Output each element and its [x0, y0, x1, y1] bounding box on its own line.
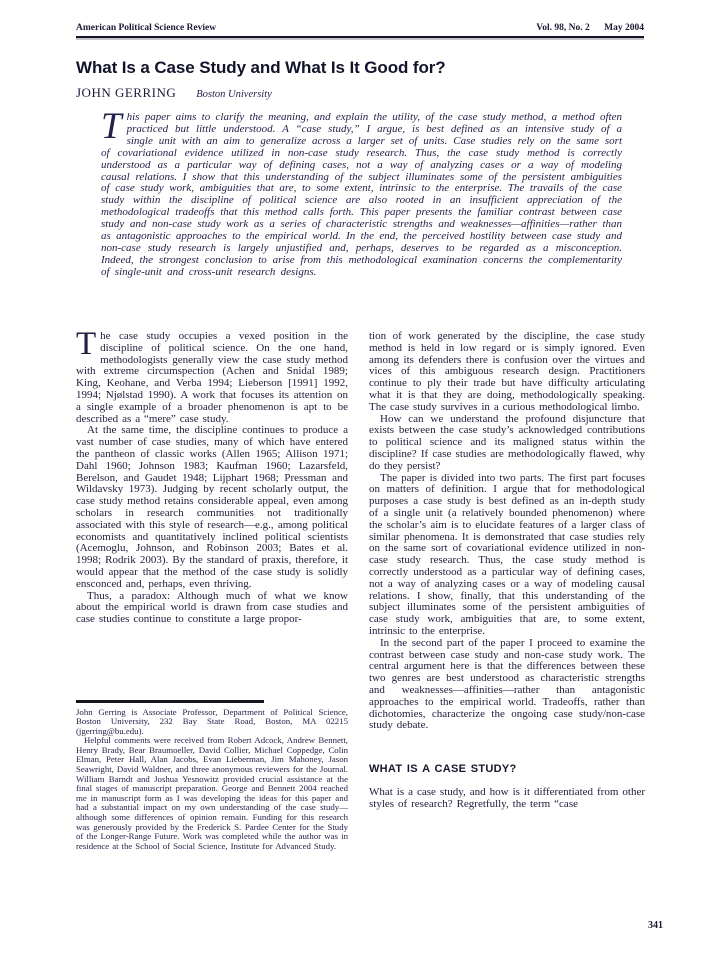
- paragraph: In the second part of the paper I proceed to examine the contrast between case study and non-case study work. The central argument here is that the differences between these two genres are best understood as characteristic strengths and weaknesses—affinities—rather than antagonistic approaches to the empirical world. Tradeoffs, rather than dichotomies, characterize the ongoing case study/non-case study debate.: [369, 636, 645, 732]
- abstract-text: his paper aims to clarify the meaning, and explain the utility, of the case study method, a method often practiced but little understood. A “case study,” I argue, is best defined as an intensive study of a single unit with an aim to generalize across a larger set of units. Case studies rely on the same sort of covariational evidence utilized in non-case study research. Thus, the case study method is correctly understood as a particular way of defining cases, not a way of analyzing cases or a way of modeling causal relations. I show that this understanding of the subject illuminates some of the persistent ambiguities of case study work, ambiguities that are, to some extent, intrinsic to the enterprise. The travails of the case study within the discipline of political science are also rooted in an insufficient appreciation of the methodological tradeoffs that this method calls forth. This paper presents the familiar contrast between case study and non-case study work as a series of characteristic strengths and weaknesses—affinities—rather than as antagonistic approaches to the empirical world. In the end, the perceived hostility between case study and non-case study research is largely unjustified and, perhaps, deserves to be regarded as a misconception. Indeed, the strongest conclusion to arise from this methodological examination concerns the complementarity of single-unit and cross-unit research designs.: [101, 111, 622, 278]
- byline: [76, 84, 272, 102]
- body-dropcap: T: [76, 326, 97, 362]
- author-name: JOHN GERRING: [76, 85, 177, 100]
- paragraph: [76, 326, 348, 425]
- paragraph: tion of work generated by the discipline, the case study method is held in low regard or is simply ignored. Even among its defenders there is confusion over the virtues and vices of this ambiguous research design. Practitioners continue to ply their trade but have difficulty articulating what it is that they are doing, methodologically speaking. The case study survives in a curious methodological limbo.: [369, 330, 645, 413]
- abstract: [101, 106, 622, 279]
- footnote: [76, 700, 348, 851]
- paragraph: How can we understand the profound disjuncture that exists between the case study’s acknowledged contributions to political science and its maligned status within the discipline? If case studies are methodologically flawed, why do they persist?: [369, 412, 645, 472]
- issue-info: [536, 23, 644, 33]
- paragraph: At the same time, the discipline continues to produce a vast number of case studies, many of which have entered the pantheon of classic works (Allen 1965; Allison 1971; Dahl 1960; Johnson 1983; Kaufman 1960; Lazarsfeld, Berelson, and Gaudet 1948; Lijphart 1968; Pressman and Wildavsky 1973). Judging by recent scholarly output, the case study method retains considerable appeal, even among scholars in research communities not traditionally associated with this style of research—e.g., among political economists and quantitatively inclined political scientists (Acemoglu, Johnson, and Robinson 2003; Bates et al. 1998; Rodrik 2003). By the standard of praxis, therefore, it would appear that the method of the case study is solidly ensconced and, perhaps, even thriving.: [76, 424, 348, 590]
- paragraph: Thus, a paradox: Although much of what we know about the empirical world is drawn from case studies and case studies continue to constitute a large propor-: [76, 589, 348, 626]
- header-divider: [76, 36, 644, 38]
- footnote-bio: John Gerring is Associate Professor, Department of Political Science, Boston University, 232 Bay State Road, Boston, MA 02215 (jgerring@bu.edu).: [76, 706, 348, 736]
- issue-volume: Vol. 98, No. 2: [536, 23, 590, 33]
- paragraph-text: he case study occupies a vexed position in the discipline of political science. On the one hand, methodologists generally view the case study method with extreme circumspection (Achen and Snidal 1989; King, Keohane, and Verba 1994; Lieberson [1991] 1992, 1994; Njølstad 1990). A work that focuses its attention on a single example of a broader phenomenon is apt to be described as a “mere” case study.: [76, 330, 348, 425]
- paper-title: What Is a Case Study and What Is It Good for?: [76, 58, 446, 77]
- footnote-divider: [76, 700, 264, 703]
- abstract-dropcap: T: [101, 106, 122, 147]
- footnote-acknowledgments: Helpful comments were received from Robert Adcock, Andrew Bennett, Henry Brady, Bear Braumoeller, David Collier, Michael Coppedge, Colin Elman, Peter Hall, Alan Jacobs, Evan Lieberman, Jim Mahoney, Jason Seawright, David Waldner, and three anonymous reviewers for the Journal. William Barndt and Joshua Yesnowitz provided crucial assistance at the final stages of manuscript preparation. George and Bennett 2004 reached me in manuscript form as I was developing the ideas for this paper and had a substantial impact on my own understanding of the case study—although some differences of opinion remain. Funding for this research was generously provided by the Frederick S. Pardee Center for the Study of the Longer-Range Future. Work was completed while the author was in residence at the School of Social Science, Institute for Advanced Study.: [76, 735, 348, 851]
- section-heading: WHAT IS A CASE STUDY?: [369, 763, 517, 776]
- issue-date: May 2004: [604, 23, 644, 33]
- page-header: [76, 23, 644, 33]
- right-column: [369, 331, 645, 810]
- author-affiliation: Boston University: [196, 89, 272, 100]
- paragraph: What is a case study, and how is it differentiated from other styles of research? Regretfully, the term “case: [369, 785, 645, 810]
- left-column: [76, 326, 348, 626]
- page-number: 341: [648, 920, 663, 931]
- journal-name: American Political Science Review: [76, 23, 217, 33]
- paragraph: The paper is divided into two parts. The first part focuses on matters of definition. I argue that for methodological purposes a case study is best defined as an in-depth study of a single unit (a relatively bounded phenomenon) where the scholar’s aim is to elucidate features of a larger class of similar phenomena. It is demonstrated that case studies rely on the same sort of covariational evidence utilized in non-case study research. Thus, the case study method is correctly understood as a particular way of defining cases, not a way of analyzing cases or a way of modeling causal relations. I show, finally, that this understanding of the subject illuminates some of the persistent ambiguities of case study work, ambiguities that are, to some extent, intrinsic to the enterprise.: [369, 471, 645, 637]
